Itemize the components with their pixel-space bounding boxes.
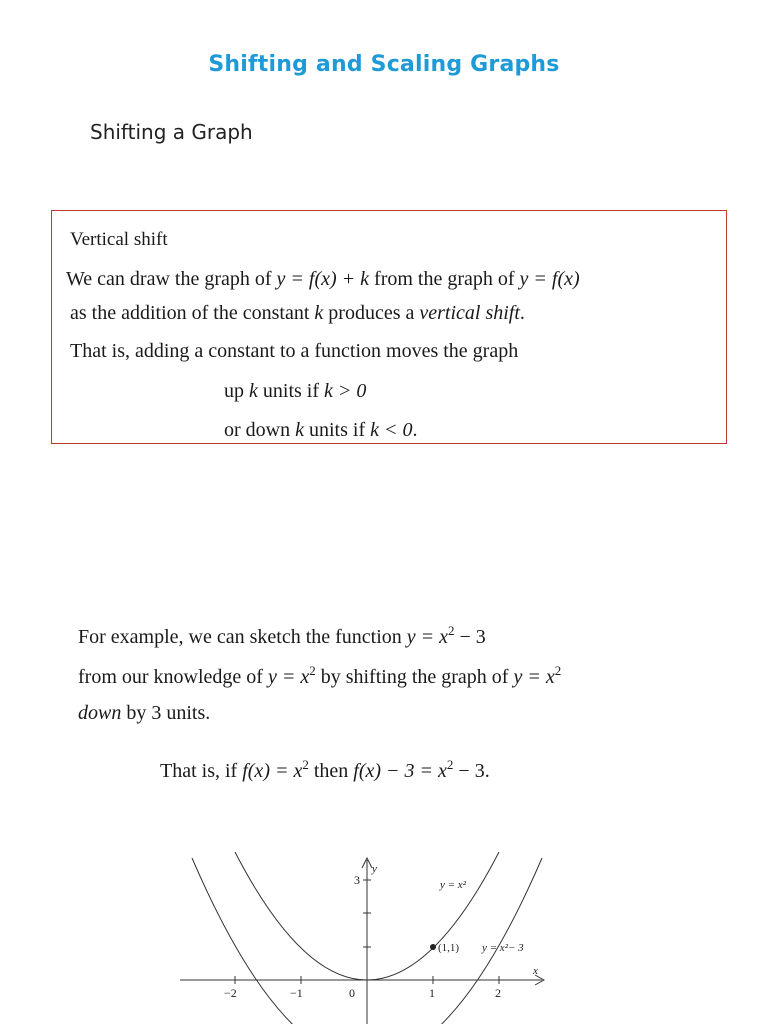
definition-line-1 <box>66 268 580 291</box>
exponent: 2 <box>302 757 309 772</box>
text-segment: from our knowledge of <box>78 666 268 688</box>
definition-line-2 <box>70 302 525 325</box>
exponent: 2 <box>446 757 454 772</box>
term-down: down <box>78 702 122 724</box>
text-segment: by shifting the graph of <box>315 666 514 688</box>
text-segment: up <box>224 380 249 402</box>
variable-k: k <box>249 380 258 402</box>
curve2-label: y = x²− 3 <box>482 942 524 954</box>
text-segment: from the graph of <box>369 268 520 290</box>
equation-y-fx: y = f(x) <box>519 268 580 290</box>
text-segment: − 3 <box>454 626 486 648</box>
text-segment: . <box>519 302 525 324</box>
text-segment: then <box>308 760 354 782</box>
x-tick-label: −1 <box>290 986 303 1000</box>
definition-line-3: That is, adding a constant to a function moves the graph <box>70 340 519 362</box>
condition-k-positive: k > 0 <box>324 380 367 402</box>
equation-y-x-squared: y = x <box>267 666 310 688</box>
x-tick-label: 0 <box>349 986 355 1000</box>
curve1-label: y = x² <box>440 879 466 891</box>
y-axis-label: y <box>372 863 377 875</box>
y-tick-label: 3 <box>354 873 360 887</box>
variable-k: k <box>295 419 304 441</box>
exponent: 2 <box>448 623 455 638</box>
x-tick-label: −2 <box>224 986 237 1000</box>
x-axis-label: x <box>533 965 538 977</box>
text-segment: by 3 units. <box>121 702 211 724</box>
text-segment: as the addition of the constant <box>70 302 315 324</box>
point-label: (1,1) <box>438 942 460 954</box>
text-segment: − 3. <box>453 760 490 782</box>
text-segment: or down <box>224 419 296 441</box>
term-vertical-shift: vertical shift <box>419 302 520 324</box>
document-title: Shifting and Scaling Graphs <box>208 52 560 77</box>
text-segment: . <box>412 419 418 441</box>
text-segment: We can draw the graph of <box>66 268 277 290</box>
variable-k: k <box>314 302 324 324</box>
equation-y-x-squared: y = x <box>513 666 555 688</box>
equation-fx-x-squared: f(x) = x <box>242 760 303 782</box>
example-line-3 <box>78 702 210 725</box>
example-line-4 <box>160 757 490 783</box>
definition-heading: Vertical shift <box>70 229 168 250</box>
definition-line-up <box>224 380 366 403</box>
exponent: 2 <box>554 663 562 678</box>
section-heading: Shifting a Graph <box>90 120 253 144</box>
definition-line-down <box>224 419 418 442</box>
example-line-2 <box>78 663 562 689</box>
condition-k-negative: k < 0 <box>370 419 413 441</box>
exponent: 2 <box>309 663 316 678</box>
x-tick-label: 2 <box>495 986 501 1000</box>
definition-box <box>51 210 727 444</box>
parabola-graph <box>180 850 560 1024</box>
point-1-1 <box>430 944 436 950</box>
text-segment: That is, if <box>160 760 243 782</box>
text-segment: units if <box>257 380 325 402</box>
equation-y-x-squared: y = x <box>406 626 449 648</box>
text-segment: produces a <box>323 302 420 324</box>
text-segment: units if <box>304 419 371 441</box>
equation-fx-minus-3: f(x) − 3 = x <box>353 760 447 782</box>
x-tick-label: 1 <box>429 986 435 1000</box>
equation-y-fx-plus-k: y = f(x) + k <box>276 268 370 290</box>
example-line-1 <box>78 623 486 649</box>
text-segment: For example, we can sketch the function <box>78 626 407 648</box>
